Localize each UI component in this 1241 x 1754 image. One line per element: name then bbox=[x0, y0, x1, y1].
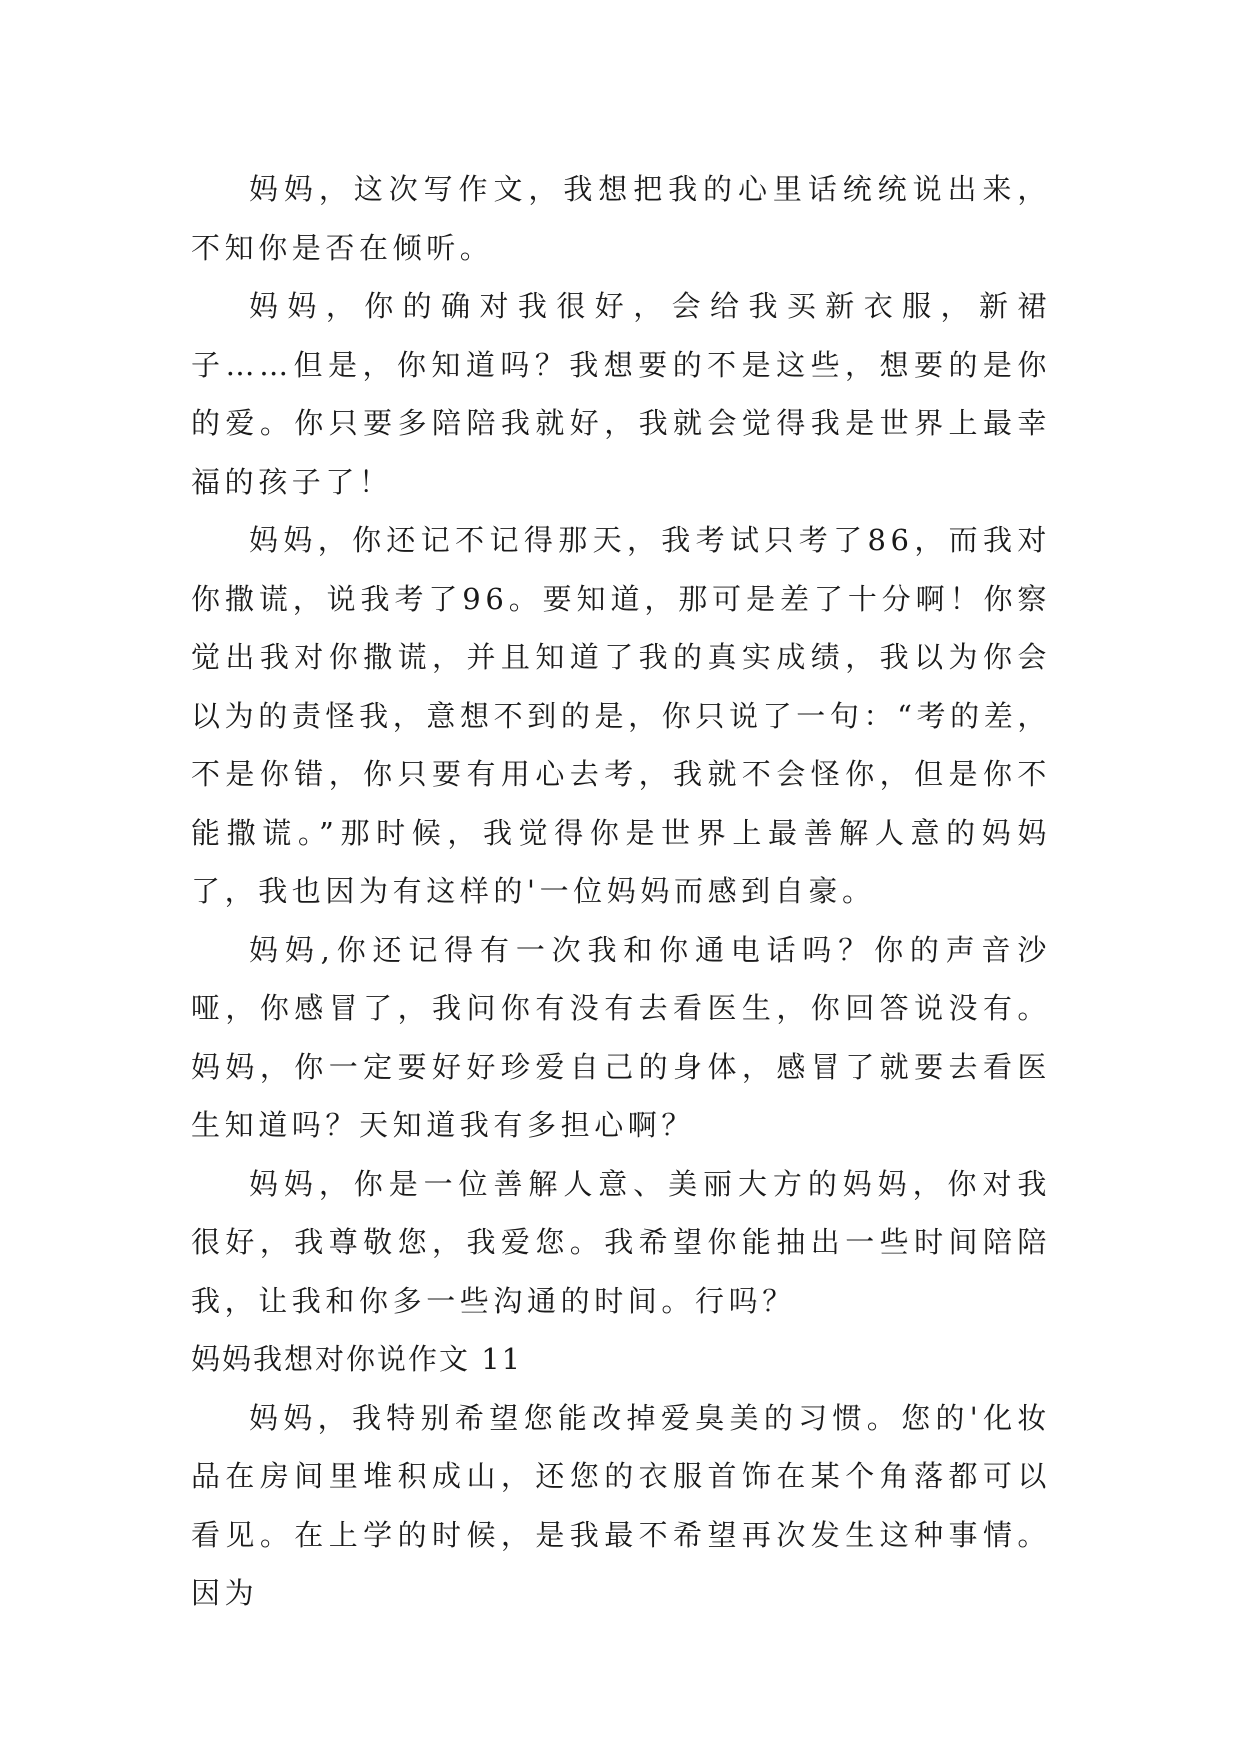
paragraph-3: 妈妈，你还记不记得那天，我考试只考了86，而我对你撒谎，说我考了96。要知道，那可是差了十分啊！你察觉出我对你撒谎，并且知道了我的真实成绩，我以为你会以为的责怪我，意想不到的是，你只说了一句：“考的差，不是你错，你只要有用心去考，我就不会怪你，但是你不能撒谎。”那时候，我觉得你是世界上最善解人意的妈妈了，我也因为有这样的'一位妈妈而感到自豪。 bbox=[191, 523, 1051, 908]
document-page bbox=[191, 160, 1051, 1623]
paragraph-6: 妈妈，我特别希望您能改掉爱臭美的习惯。您的'化妆品在房间里堆积成山，还您的衣服首饰在某个角落都可以看见。在上学的时候，是我最不希望再次发生这种事情。因为 bbox=[191, 1400, 1051, 1610]
paragraph-5: 妈妈，你是一位善解人意、美丽大方的妈妈，你对我很好，我尊敬您，我爱您。我希望你能抽出一些时间陪陪我，让我和你多一些沟通的时间。行吗？ bbox=[191, 1166, 1051, 1318]
paragraph-2: 妈妈，你的确对我很好，会给我买新衣服，新裙子……但是，你知道吗？我想要的不是这些，想要的是你的爱。你只要多陪陪我就好，我就会觉得我是世界上最幸福的孩子了！ bbox=[191, 289, 1051, 499]
paragraph-4: 妈妈,你还记得有一次我和你通电话吗？你的声音沙哑，你感冒了，我问你有没有去看医生，你回答说没有。妈妈，你一定要好好珍爱自己的身体，感冒了就要去看医生知道吗？天知道我有多担心啊？ bbox=[191, 932, 1051, 1142]
paragraph-1: 妈妈，这次写作文，我想把我的心里话统统说出来，不知你是否在倾听。 bbox=[191, 172, 1051, 265]
section-title: 妈妈我想对你说作文 11 bbox=[191, 1342, 523, 1376]
